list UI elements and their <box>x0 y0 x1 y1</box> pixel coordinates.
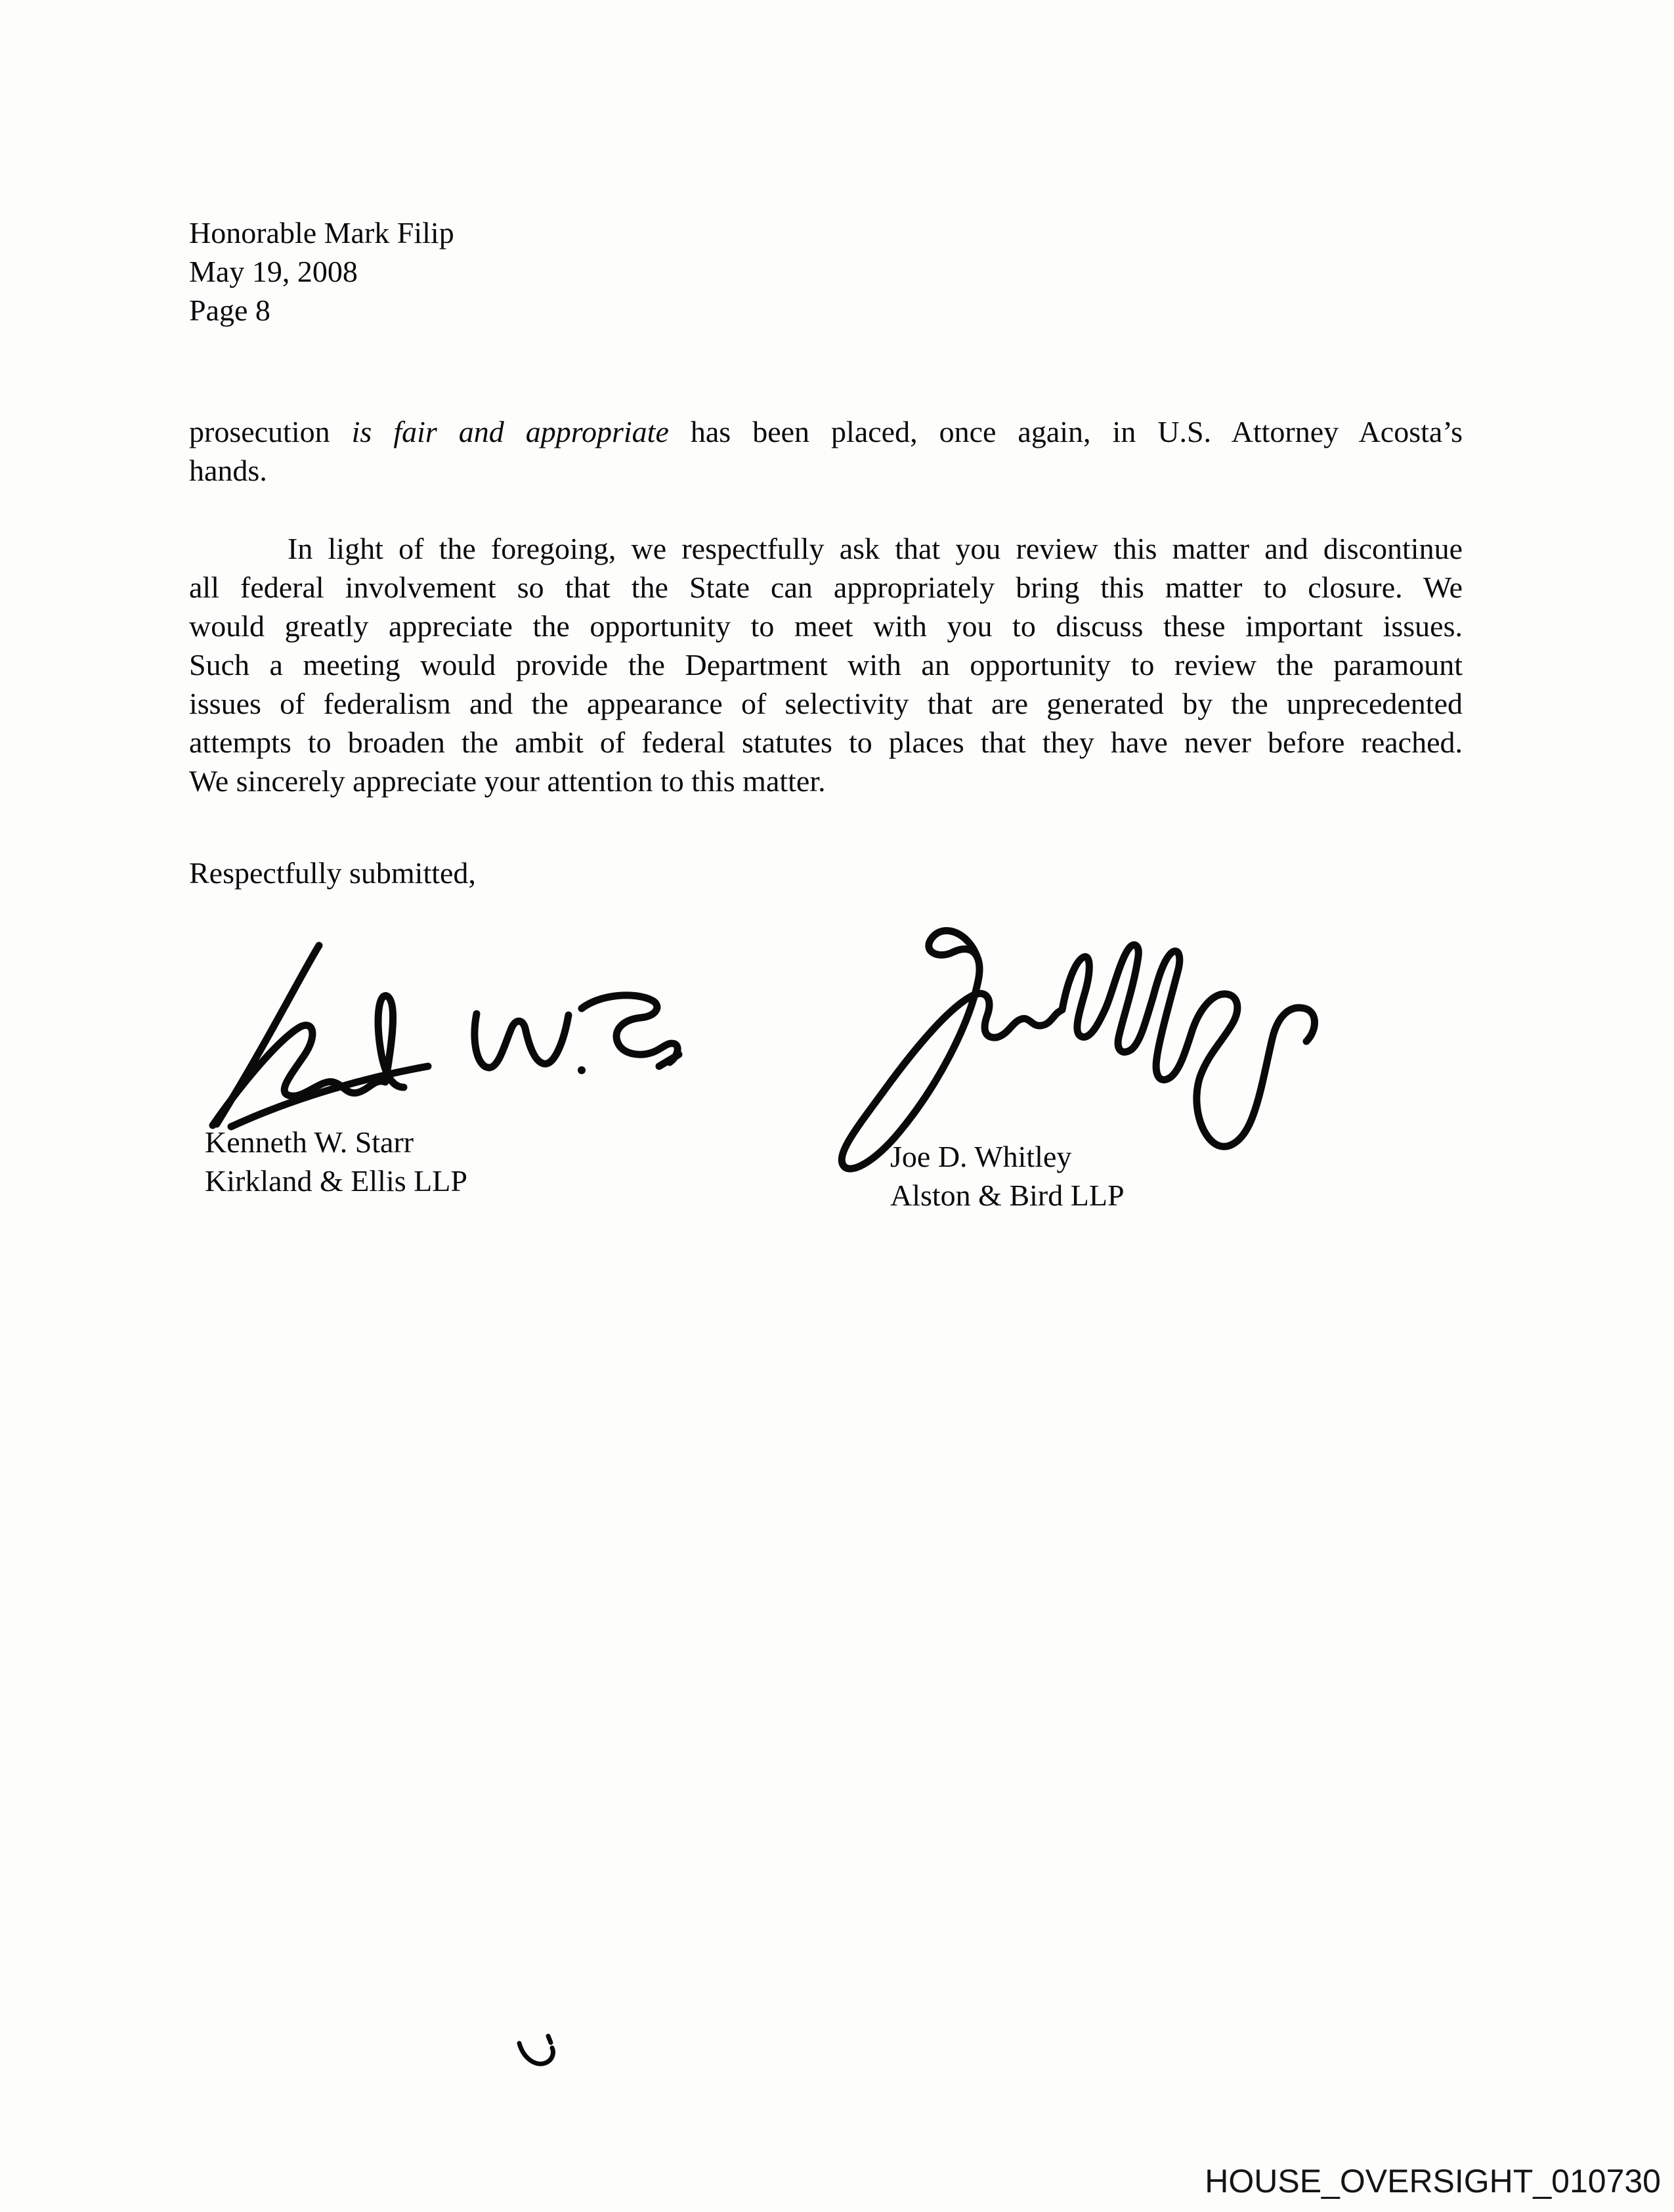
para2-line: all federal involvement so that the State can appropriately bring this matter to closure. We <box>189 571 1463 604</box>
para2-line: would greatly appreciate the opportunity to meet with you to discuss these important issues. <box>189 609 1463 643</box>
para2-line: We sincerely appreciate your attention to this matter. <box>189 764 826 798</box>
left-signature-block <box>205 1123 467 1200</box>
para1-text-pre: prosecution <box>189 415 352 448</box>
paragraph-continuation <box>189 412 1463 490</box>
bates-number: HOUSE_OVERSIGHT_010730 <box>1205 2163 1661 2200</box>
para1-italic-phrase: is fair and appropriate <box>351 415 669 448</box>
para1-line: hands. <box>189 454 267 487</box>
right-signature-block <box>890 1137 1125 1215</box>
recipient-line: Honorable Mark Filip <box>189 216 454 249</box>
para1-line <box>189 412 1463 451</box>
signer-name: Joe D. Whitley <box>890 1140 1072 1173</box>
kenneth-starr-signature-icon <box>190 931 683 1148</box>
para1-text-post: has been placed, once again, in U.S. Attorney Acosta’s <box>668 415 1463 448</box>
closing-line: Respectfully submitted, <box>189 856 476 890</box>
date-line: May 19, 2008 <box>189 255 358 288</box>
main-paragraph <box>189 529 1463 800</box>
para2-line: attempts to broaden the ambit of federal statutes to places that they have never before reached. <box>189 726 1463 759</box>
page-number-line: Page 8 <box>189 293 270 327</box>
stray-pen-mark-icon <box>515 2033 557 2071</box>
letter-header <box>189 213 454 330</box>
para2-line: In light of the foregoing, we respectfully ask that you review this matter and discontinue <box>288 532 1463 565</box>
para2-line: Such a meeting would provide the Department with an opportunity to review the paramount <box>189 648 1463 682</box>
signer-firm: Kirkland & Ellis LLP <box>205 1164 467 1198</box>
signer-name: Kenneth W. Starr <box>205 1125 414 1159</box>
para2-line: issues of federalism and the appearance of selectivity that are generated by the unprecedented <box>189 687 1463 720</box>
signer-firm: Alston & Bird LLP <box>890 1179 1125 1212</box>
